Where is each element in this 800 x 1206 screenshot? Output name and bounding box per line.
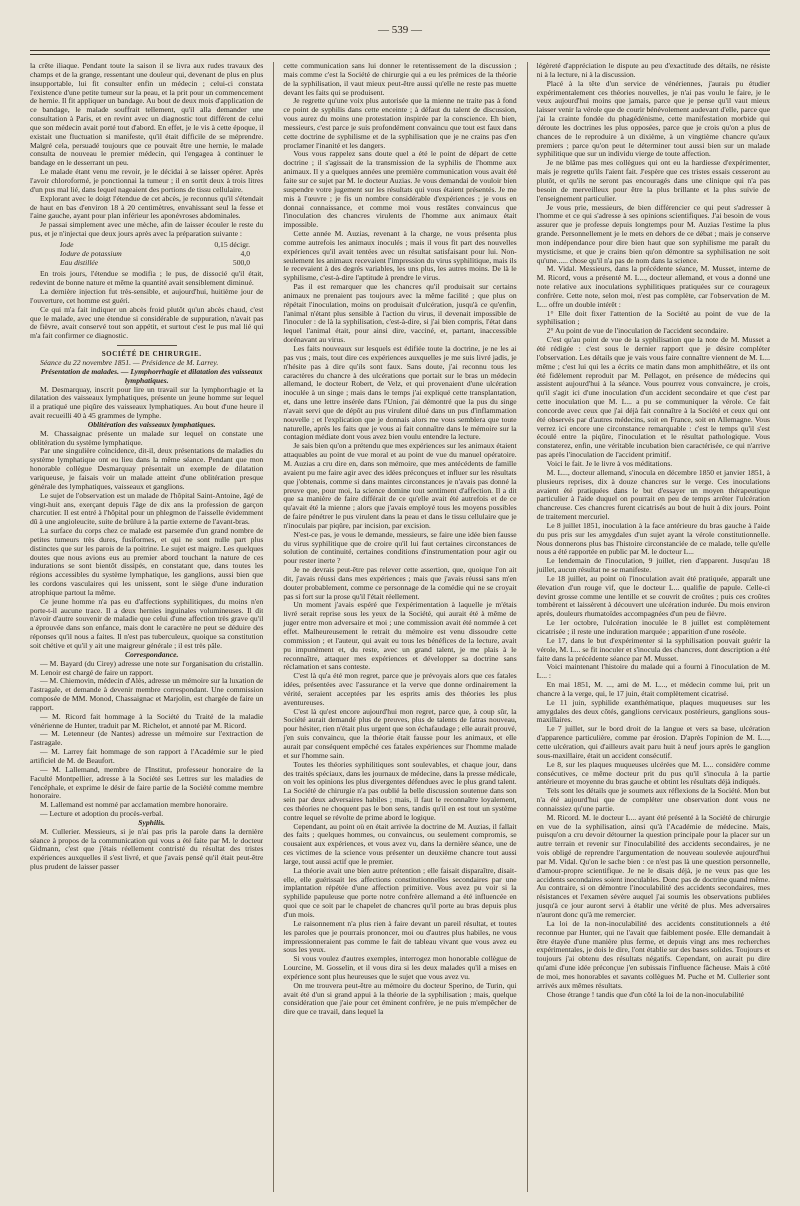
paragraph: 2° Au point de vue de l'inoculation de l'accident secondaire. [546,326,729,336]
paragraph: Chose étrange ! tandis que d'un côté la loi de la non-inoculabilité [546,989,744,999]
paragraph: M. Desmarquay, inscrit pour lire un travail sur la lymphorrhagie et la dilatation des vaisseaux lymphatiques, présente un jeune homme sur lequel il a pratiqué une piqûre des vaisseaux lymphatiques. Au bout d'une heure il avait recueilli 40 à 45 grammes de lymphe. [30,384,264,421]
paragraph: cette communication sans lui donner le retentissement de la discussion ; mais comme c'est la Société de chirurgie qui a eu les prémices de la théorie de la syphilisation, il vaut mieux peut-être aussi qu'elle ne reste pas muette devant les faits qui se produisent. [283,62,517,97]
paragraph: La surface du corps chez ce malade est parsemée d'un grand nombre de petites tumeurs très dures, fusiformes, et qui ne sont nulle part plus distinctes que sur les parois de la poitrine. Le sujet est maigre. Les quelques doutes que nous avions eus au premier abord touchant la nature de ces indurations se sont bientôt dissipés, en constatant que, dans toutes les régions accessibles du système lymphatique, les ganglions, aussi bien que les cordons vasculaires qui les unissent, sont le siège d'une induration atrophique partout la même. [30,526,264,597]
paragraph: Le 18 juillet, au point où l'inoculation avait été pratiquée, apparaît une élevation d'un rouge vif, que le docteur L... qualifie de papule. Celle-ci devint grosse comme une lentille et se couvrit de croûtes ; puis ces croûtes tombèrent et laissèrent à découvert une ulcération indurée. Du mois environ après, douleurs rhumatoïdes accompagnées d'un peu de fièvre. [536,573,770,619]
paragraph: Cependant, au point où en était arrivée la doctrine de M. Auzias, il fallait des faits ; quelques hommes, ou convaincus, ou seulement compromis, se cousaient aux expériences, et vous avez vu, dans la dernière séance, une de ces victimes de la science vous présenter un deuxième chancre tout aussi large, tout aussi actif que le premier. [283,821,517,866]
page-number: — 539 — [378,24,422,36]
paragraph: Ce qui m'a fait indiquer un abcès froid plutôt qu'un abcès chaud, c'est que le malade, avec une étendue si considérable de suppuration, n'avait pas de fièvre, avait conservé tout son appétit, et surtout c'est le pus mal lié qui m'a fait confirmer ce diagnostic. [30,304,264,341]
session-line: Séance du 22 novembre 1851. — Présidence de M. Larrey. [40,358,219,367]
subheading: Présentation de malades. — Lymphorrhagie et dilatation des vaisseaux lymphatiques. [40,366,263,385]
paragraph: Le 11 juin, syphilide exanthématique, plaques muqueuses sur les amygdales des deux côtés, ganglions cervicaux postérieurs, ganglions sous-maxillaires. [536,697,770,725]
paragraph: la crête iliaque. Pendant toute la saison il se livra aux rudes travaux des champs et de la grange, ressentant une douleur qui, devenant de plus en plus insupportable, lui fit consulter enfin un médecin ; celui-ci constata l'existence d'une petite tumeur sur la peau, et la prit pour un commencement de hernie. Il fit appliquer un bandage. Au bout de deux mois d'application de ce bandage, le malade souffrait tellement, qu'il alla demander une consultation à Paris, et en revint avec un diagnostic tout différent de celui que son médecin avait porté tout d'abord. En effet, je le vis à cette époque, il existait une fluctuation si manifeste, qu'il était difficile de se méprendre. Malgré cela, persuadé toujours que ce pouvait être une hernie, le malade consulta de nouveau le premier médecin, qui l'engagea à continuer le bandage en le desserrant un peu. [30,62,264,168]
paragraph: Le malade étant venu me revoir, je le décidai à se laisser opérer. Après l'avoir chloroformé, je ponctionnai la tumeur ; il en sortit deux à trois litres d'un pus mal lié, dans lequel nageaient des portions de tissu cellulaire. [30,167,264,194]
paragraph: Par une singulière coïncidence, dit-il, deux présentations de maladies du système lymphatique ont eu lieu dans la même séance. Pendant que mon honorable collègue Desmarquay présentait un exemple de dilatation variqueuse, je faisais voir un malade atteint d'une oblitération presque générale des lymphatiques, vaisseaux et ganglions. [30,446,264,491]
paragraph: Ce jeune homme n'a pas eu d'affections syphilitiques, du moins n'en porte-t-il aucune trace. Il a deux hernies inguinales volumineuses. Il dit n'avoir d'autre souvenir de maladie que celui d'une affection très grave qu'il a éprouvée dans son enfance, mais dont le caractère ne peut se déduire des réponses qu'il nous a faites. Il n'est pas tuberculeux, quoique sa constitution soit chétive et qu'il y ait une maigreur générale ; il est très pâle. [30,596,264,650]
paragraph: Le 7 juillet, sur le bord droit de la langue et vers sa base, ulcération d'apparence particulière, comme par érosion. D'après l'opinion de M. L..., cette ulcération, qui d'ailleurs avait paru huit à neuf jours après le ganglion sous-maxillaire, était un accident consécutif. [536,724,770,760]
subheading: Correspondance. [124,649,179,659]
paragraph: Pas il est remarquer que les chancres qu'il produisait sur certains animaux ne prenaient pas toujours avec la même facilité ; que plus on répétait l'inoculation, moins on produisait d'ulcération, jusqu'à ce qu'enfin, l'animal n'étant plus sensible à l'action du virus, il devenait impossible de l'inoculer : de là la syphilisation, c'est-à-dire, si j'ai bien compris, l'état dans lequel l'animal était, pour ainsi dire, vacciné, et, partant, inaccessible dorénavant au virus. [283,282,517,345]
paragraph: M. Cullerier. Messieurs, si je n'ai pas pris la parole dans la dernière séance à propos de la communication qui vous a été faite par M. le docteur Gidmann, c'est que j'étais réellement contristé du résultat des tristes expériences auxquelles il s'est livré, et que j'avais pensé qu'il était peut-être plus prudent de laisser passer [30,826,264,872]
paragraph: — M. Bayard (du Cirey) adresse une note sur l'organisation du cristallin. M. Lenoir est chargé de faire un rapport. [30,658,264,677]
paragraph: Voici le fait. Je le livre à vos méditations. [546,458,673,468]
column-1 [30,62,263,1192]
paragraph: M. L..., docteur allemand, s'inocula en décembre 1850 et janvier 1851, à plusieurs reprises, dix à douze chancres sur le verge. Ces inoculations avaient été pratiquées dans le but d'essayer un moyen thérapeutique particulier à l'aide duquel on pourrait en peu de temps arrêter l'ulcération chancreuse. Ces chancres furent cicatrisés au bout de huit à dix jours. Point de traitement mercuriel. [536,467,770,522]
paragraph: M. Vidal. Messieurs, dans la précédente séance, M. Musset, interne de M. Ricord, vous a présenté M. L..., docteur allemand, et vous a donné une note relative aux inoculations syphilitiques pratiquées sur ce courageux confrère. Cette note, selon moi, n'est pas complète, car l'observation de M. L... offre un double intérêt : [536,264,770,309]
paragraph: Si vous voulez d'autres exemples, interrogez mon honorable collègue de Lourcine, M. Gosselin, et il vous dira si les deux malades qu'il a mises en expérience sont plus heureuses que le sujet que vous avez vu. [283,954,517,981]
paragraph: Vous vous rappelez sans doute quel a été le point de départ de cette doctrine ; il s'agissait de la transmission de la syphilis de l'homme aux animaux. Il y a quelques années une première communication vous avait été faite sur ce sujet par M. le docteur Auzias. Je vous demandai de vouloir bien suspendre votre jugement sur les résultats qui vous étaient présentés. Je me mis à l'œuvre ; je fis un nombre considérable d'expériences ; je vous en donnai connaissance, et comme moi vous restâtes convaincus que l'inoculation des chancres virulents de l'homme aux animaux était impossible. [283,149,517,230]
paragraph: légèreté d'appréciation le dispute au peu d'exactitude des détails, ne résiste ni à la lecture, ni à la discussion. [536,62,770,79]
paragraph: Je vous prie, messieurs, de bien différencier ce qui peut s'adresser à l'homme et ce qui s'adresse à ses opinions scientifiques. J'ai besoin de vous assurer que je professe depuis longtemps pour M. Auzias l'estime la plus grande. Personnellement je le mets en dehors de ce débat ; mais je conserve mon indépendance pour dire bien haut que son syphilisme me paraît du mysticisme, et que je crains bien qu'on démontre sa syphilisation ne soit qu'une...... chose qu'il n'a pas de nom dans la science. [536,202,770,265]
paragraph: 1° Elle doit fixer l'attention de la Société au point de vue de la syphilisation ; [536,308,770,327]
paragraph: — M. Chiemovin, médecin d'Alès, adresse un mémoire sur la luxation de l'astragale, et demande à devenir membre correspondant. Une commission composée de MM. Monod, Chassaignac et Marjolin, est chargée de faire un rapport. [30,676,264,712]
formula-quantity: 0,15 décigr. [214,239,250,249]
paragraph: — M. Ricord fait hommage à la Société du Traité de la maladie vénérienne de Hunter, traduit par M. Richelot, et annoté par M. Ricord. [30,711,264,730]
column-2 [273,62,516,1192]
paragraph: — M. Letenneur (de Nantes) adresse un mémoire sur l'extraction de l'astragale. [30,729,264,748]
paragraph: M. Lallemand est nommé par acclamation membre honoraire. [40,800,228,810]
formula-quantity: 500,0 [232,257,250,267]
paragraph: Un moment j'avais espéré que l'expérimentation à laquelle je m'étais livré serait reprise sous les yeux de la Société, qui aurait été à même de juger entre mon adversaire et moi ; une commission avait été nommée à cet effet. Malheureusement le retrait du mémoire est venu dissoudre cette commission ; et l'auteur, qui avait eu tous les bénéfices de la lecture, avait pu impunément et, du reste, avec un grand talent, je me plais à le reconnaître, attaquer mes expériences et développer sa doctrine sans réclamation et sans conteste. [283,600,517,672]
paragraph: Placé à la tête d'un service de vénériennes, j'aurais pu étudier expérimentalement ces théories nouvelles, je n'ai pas voulu le faire, je le veux aujourd'hui moins que jamais, parce que je pense qu'il vaut mieux laisser venir la vérole que de courir bénévolement audevant d'elle, parce que j'ai la crainte fondée du phagédénisme, cette manifestation morbide qui déroute les doctrines les plus opposées, parce que je crois qu'on a plus de chances de le reproduire à un dixième, à un vingtième chancre qu'aux premiers ; parce qu'on peut le déterminer tout aussi bien sur un malade syphilitique que sur un individu vierge de toute affection. [536,78,770,159]
header-rule [30,50,770,51]
paragraph: Je regrette qu'une voix plus autorisée que la mienne ne traite pas à fond ce point de syphilis dans cette enceinte ; à défaut du talent de discussion, vous aurez du moins une protestation inspirée par la conscience. Eh bien, messieurs, c'est parce je suis profondément convaincu que tout est faux dans cette doctrine de syphilisme et de la syphilisation que je ne crains pas d'en proclamer l'inanité et les dangers. [283,96,517,150]
paragraph: Le 1er octobre, l'ulcération inoculée le 8 juillet est complètement cicatrisée ; il reste une induration marquée ; apparition d'une roséole. [536,618,770,636]
paragraph: Le 8 juillet 1851, inoculation à la face antérieure du bras gauche à l'aide du pus pris sur les amygdales d'un sujet ayant la vérole constitutionnelle. Nous donnerons plus bas l'histoire circonstanciée de ce malade, telle qu'elle nous a été rapportée en public par M. le docteur L... [536,520,770,557]
paragraph: Je sais bien qu'on a prétendu que mes expériences sur les animaux étaient attaquables au point de vue moral et au point de vue du manuel opératoire. M. Auzias a cru dire en, dans son mémoire, que mes antécédents de famille avaient pu me faire agir avec des idées préconçues et influer sur les résultats que j'obtenais, comme si dans maintes circonstances je n'avais pas donné la preuve que, pour moi, la science domine tout sentiment d'affection. Il a dit que sa manière de faire différait de ce qu'elle avait été autrefois et de ce qu'avait été la mienne ; alors que j'avais employé tous les moyens possibles de faire pénétrer le pus virulent dans la peau et dans le tissu cellulaire que je n'inoculais par piqûre, par incision, par excision. [283,441,517,530]
paragraph: Explorant avec le doigt l'étendue de cet abcès, je reconnus qu'il s'étendait de haut en bas d'environ 18 à 20 centimètres, envahissant seul la fesse et l'aine gauche, ayant pour plan inférieur les aponévroses abdominales. [30,193,264,221]
paragraph: M. Ricord. M. le docteur L... ayant été présenté à la Société de chirurgie en vue de la syphilisation, ainsi qu'à l'Académie de médecine. Mais, puisqu'on a cru devoir détourner la question principale pour la placer sur un autre terrain et revenir sur l'inoculabilité des accidents secondaires, je ne vois obligé de reprendre l'argumentation de nouveau soulevée aujourd'hui par M. Vidal. Qu'on le sache bien : ce n'est pas là une question personnelle, d'amour-propre scientifique. Je ne le disais déjà, je ne veux pas que les accidents secondaires soient inoculables. Donc pas de doctrine quand même. Au contraire, si on démontre l'inoculabilité des accidents secondaires, mes résistances et l'examen sévère auquel j'ai soumis les observations publiées jusqu'à ce jour auront servi à établir une vérité de plus. Mes adversaires n'auront donc qu'à me remercier. [536,812,770,919]
paragraph: C'est là qu'a été mon regret, parce que je prévoyais alors que ces fatales idées, présentées avec l'assurance et la verve que donne ordinairement la vérité, seraient acceptées par les esprits amis des théories les plus aventureuses. [283,671,517,707]
formula-row [60,259,250,268]
paragraph: Le 8, sur les plaques muqueuses ulcérées que M. L... considère comme consécutives, ce même docteur prit du pus qu'il s'inocula à la partie antérieure et moyenne du bras gauche et obtint les résultats déjà indiqués. [536,759,770,787]
section-divider [117,345,177,346]
paragraph: Cette année M. Auzias, revenant à la charge, ne vous présenta plus comme autrefois les animaux inoculés ; mais il vous fit part des nouvelles expériences qu'il avait tentées avec un résultat satisfaisant pour lui. Non-seulement les animaux recevaient l'impression du virus syphilitique, mais ils le recevaient à des degrés variables, les uns plus, les autres moins. De là le syphilisme, c'est-à-dire l'aptitude à prendre le virus. [283,229,517,283]
paragraph: Tels sont les détails que je soumets aux réflexions de la Société. Mon but n'a été aujourd'hui que de compléter une observation dont vous ne connaissiez qu'une partie. [536,786,770,813]
paragraph: — M. Larrey fait hommage de son rapport à l'Académie sur le pied artificiel de M. de Beaufort. [30,747,264,765]
paragraph: La dernière injection fut très-sensible, et aujourd'hui, huitième jour de l'ouverture, cet homme est guéri. [30,287,264,305]
paragraph: La loi de la non-inoculabilité des accidents constitutionnels a été reconnue par Hunter, qui ne l'avait que faiblement posée. Elle demandait à être étayée d'une manière plus ferme, et depuis vingt ans mes recherches expérimentales, je dois le dire, l'ont établie sur des bases solides. Toujours et toujours j'ai obtenu des résultats négatifs. Cependant, on aurait pu dire qu'ami d'une idée préconçue j'en subissais l'influence fâcheuse. Mais à côté de moi, mes honorables et savants collègues M. Puche et M. Cullerier sont arrivés aux mêmes résultats. [536,918,770,990]
formula-block [60,241,250,268]
paragraph: — M. Lallemand, membre de l'Institut, professeur honoraire de la Faculté Montpellier, adresse à la Société ses Lettres sur les maladies de l'encéphale, et exprime le désir de faire partie de la Société comme membre honoraire. [30,764,264,801]
section-title: SOCIÉTÉ DE CHIRURGIE. [101,350,202,359]
formula-ingredient: Eau distillée [60,257,99,267]
paragraph: Le 17, dans le but d'expérimenter si la syphilisation pouvait guérir la vérole, M. L... se fit inoculer et s'inocula des chancres, dont description a été faite dans la précédente séance par M. Musset. [536,635,770,663]
column-3 [527,62,770,1192]
paragraph: Voici maintenant l'histoire du malade qui a fourni à l'inoculation de M. L... : [536,662,770,681]
text-columns [30,62,770,1192]
paragraph: Le raisonnement n'a plus rien à faire devant un pareil résultat, et toutes les paroles que je pourrais prononcer, moi ou d'autres plus habiles, ne vous impressionneraient pas comme le fait de tableau vivant que vous avez eu sous les yeux. [283,918,517,955]
formula-ingredient: Iode [60,239,74,249]
subheading: Oblitération des vaisseaux lymphatiques. [87,419,216,429]
paragraph: N'est-ce pas, je vous le demande, messieurs, se faire une idée bien fausse du virus syphilitique que de croire qu'il lui faut certaines circonstances de solution de continuité, certaines conditions d'instrumentation pour agir ou pour rester inerte ? [283,529,517,566]
paragraph: Je passai simplement avec une mèche, afin de laisser écouler le reste du pus, et je n'injectai que deux jours après avec la préparation suivante : [30,220,264,239]
paragraph: La théorie avait une bien autre prétention ; elle faisait disparaître, disait-elle, elle guérissait les affections constitutionnelles secondaires par une implantation répétée d'une affection primitive. Vous avez pu voir si la syphilide papuleuse que porte notre confrère allemand a été influencée en quoi que ce soit par le chapelet de chancres qu'il porte au bras depuis plus d'un mois. [283,865,517,919]
formula-ingredient: Iodure de potassium [60,248,122,258]
paragraph: — Lecture et adoption du procès-verbal. [40,809,164,819]
paragraph: Le lendemain de l'inoculation, 9 juillet, rien d'apparent. Jusqu'au 18 juillet, aucun résultat ne se manifeste. [536,556,770,575]
paragraph: Je ne blâme pas mes collègues qui ont eu la hardiesse d'expérimenter, mais je regrette qu'ils l'aient fait. J'espère que ces tristes essais cesseront au plutôt, et qu'ils ne seront pas encouragés dans une clinique qui n'a pas besoin de merveilleux pour être la plus brillante et la plus suivie de l'enseignement particulier. [536,158,770,203]
paragraph: On me trouvera peut-être au mémoire du docteur Sperino, de Turin, qui avait été d'un si grand appui à la théorie de la syphilisation ; mais, quelque considération que j'aie pour cet éminent confrère, je ne puis m'empêcher de dire que ce travail, dans lequel la [283,980,517,1017]
paragraph: En trois jours, l'étendue se modifia ; le pus, de dissocié qu'il était, redevint de bonne nature et même la quantité avait sensiblement diminué. [30,269,264,288]
paragraph: Je ne devrais peut-être pas relever cette assertion, que, quoique l'on ait dit, j'avais réussi dans mes expériences ; mais que j'avais réussi sans m'en douter probablement, comme ce personnage de la comédie qui ne se croyait pas si fort sur la prose qu'il l'était réellement. [283,565,517,601]
paragraph: M. Chassaignac présente un malade sur lequel on constate une oblitération du système lymphatique. [30,428,264,447]
paragraph: En mai 1851, M. ..., ami de M. L..., et médecin comme lui, prit un chancre à la verge, qui, le 17 juin, était complètement cicatrisé. [536,680,770,698]
subheading: Syphilis. [138,817,166,827]
header-rule-thin [30,54,770,55]
formula-quantity: 4,0 [240,248,250,258]
paragraph: C'est là qu'est encore aujourd'hui mon regret, parce que, à coup sûr, la Société aurait demandé plus de preuves, plus de talents de fatras nouveau, pour hésiter, rien n'était plus urgent que son échafaudage ; elle aurait prouvé, j'en suis convaincu, que la théorie était fausse pour les animaux, et elle aurait par conséquent empêché ces fatales expériences sur l'homme malade et sur l'homme sain. [283,706,517,760]
paragraph: Les faits nouveaux sur lesquels est édifiée toute la doctrine, je ne les ai pas vus ; mais, tout dire ces expériences auxquelles je me suis livré jadis, je n'hésite pas à dire qu'ils sont faux. Sans doute, j'ai reconnu tous les caractères du chancre à des ulcérations que portait sur le bras un médecin allemand, le docteur Robert, de Velz, et qui provenaient d'une ulcération inoculée à un singe ; mais dans le temps j'ai expliqué cette transplantation, et, dans une lettre insérée dans l'Union, j'ai démontré que la pus du singe n'avait servi que de dépôt au pus virulent dilué dans un pus d'inflammation nouvelle ; et l'explication que je donnais alors me vous semblera que toute naturelle, après les faits que je vous ai fait connaître dans le mémoire sur la contagion médiate dont vous avez bien voulu entendre la lecture. [283,344,517,442]
paragraph: Toutes les théories syphilitiques sont soulevables, et chaque jour, dans des traités spéciaux, dans les journaux de médecine, dans la presse médicale, on voit les opinions les plus divergentes défendues avec le plus grand talent. La Société de chirurgie n'a pas oublié la belle discussion soutenue dans son sein par deux adversaires habiles ; mais, il faut le reconnaître loyalement, ces théories ne choquent pas le bon sens, tandis qu'il en est tout un système contre lequel se révolte de prime abord le logique. [283,759,517,822]
paragraph: C'est qu'au point de vue de la syphilisation que la note de M. Musset a été rédigée : c'est sous le dernier rapport que je désire compléter l'observation. Les détails que je vais vous faire connaître viennent de M. L... même ; c'est lui qui les a écrits ce matin dans mon amphithéâtre, et ils ont été fidèlement reproduit par M. Pellagot, en présence de médecins qui assistent aujourd'hui à la séance. Vous pourrez vous convaincre, je crois, qu'il s'agit ici d'une inoculation d'un accident secondaire et que c'est par cette inoculation que M. L... a pu se communiquer la vérole. Ce fait concorde avec ceux que j'ai déjà fait connaître à la Société et ceux qui ont été observés par d'autres médecins, soit en France, soit en Allemagne. Vous verrez ici encore une circonstance remarquable : c'est le temps qu'il s'est écoulé entre la piqûre, l'inoculation et le résultat pathologique. Vous constaterez, enfin, une véritable incubation bien caractérisée, ce qui n'arrive pas après l'inoculation de l'accident primitif. [536,335,770,460]
paragraph: Le sujet de l'observation est un malade de l'hôpital Saint-Antoine, âgé de vingt-huit ans, exerçant depuis l'âge de dix ans la profession de garçon charcutier. Il est entré à l'hôpital pour un phlegmon de l'aisselle évidemment dû à une angioleucite, suite de brûlure à la partie externe de l'avant-bras. [30,490,264,527]
